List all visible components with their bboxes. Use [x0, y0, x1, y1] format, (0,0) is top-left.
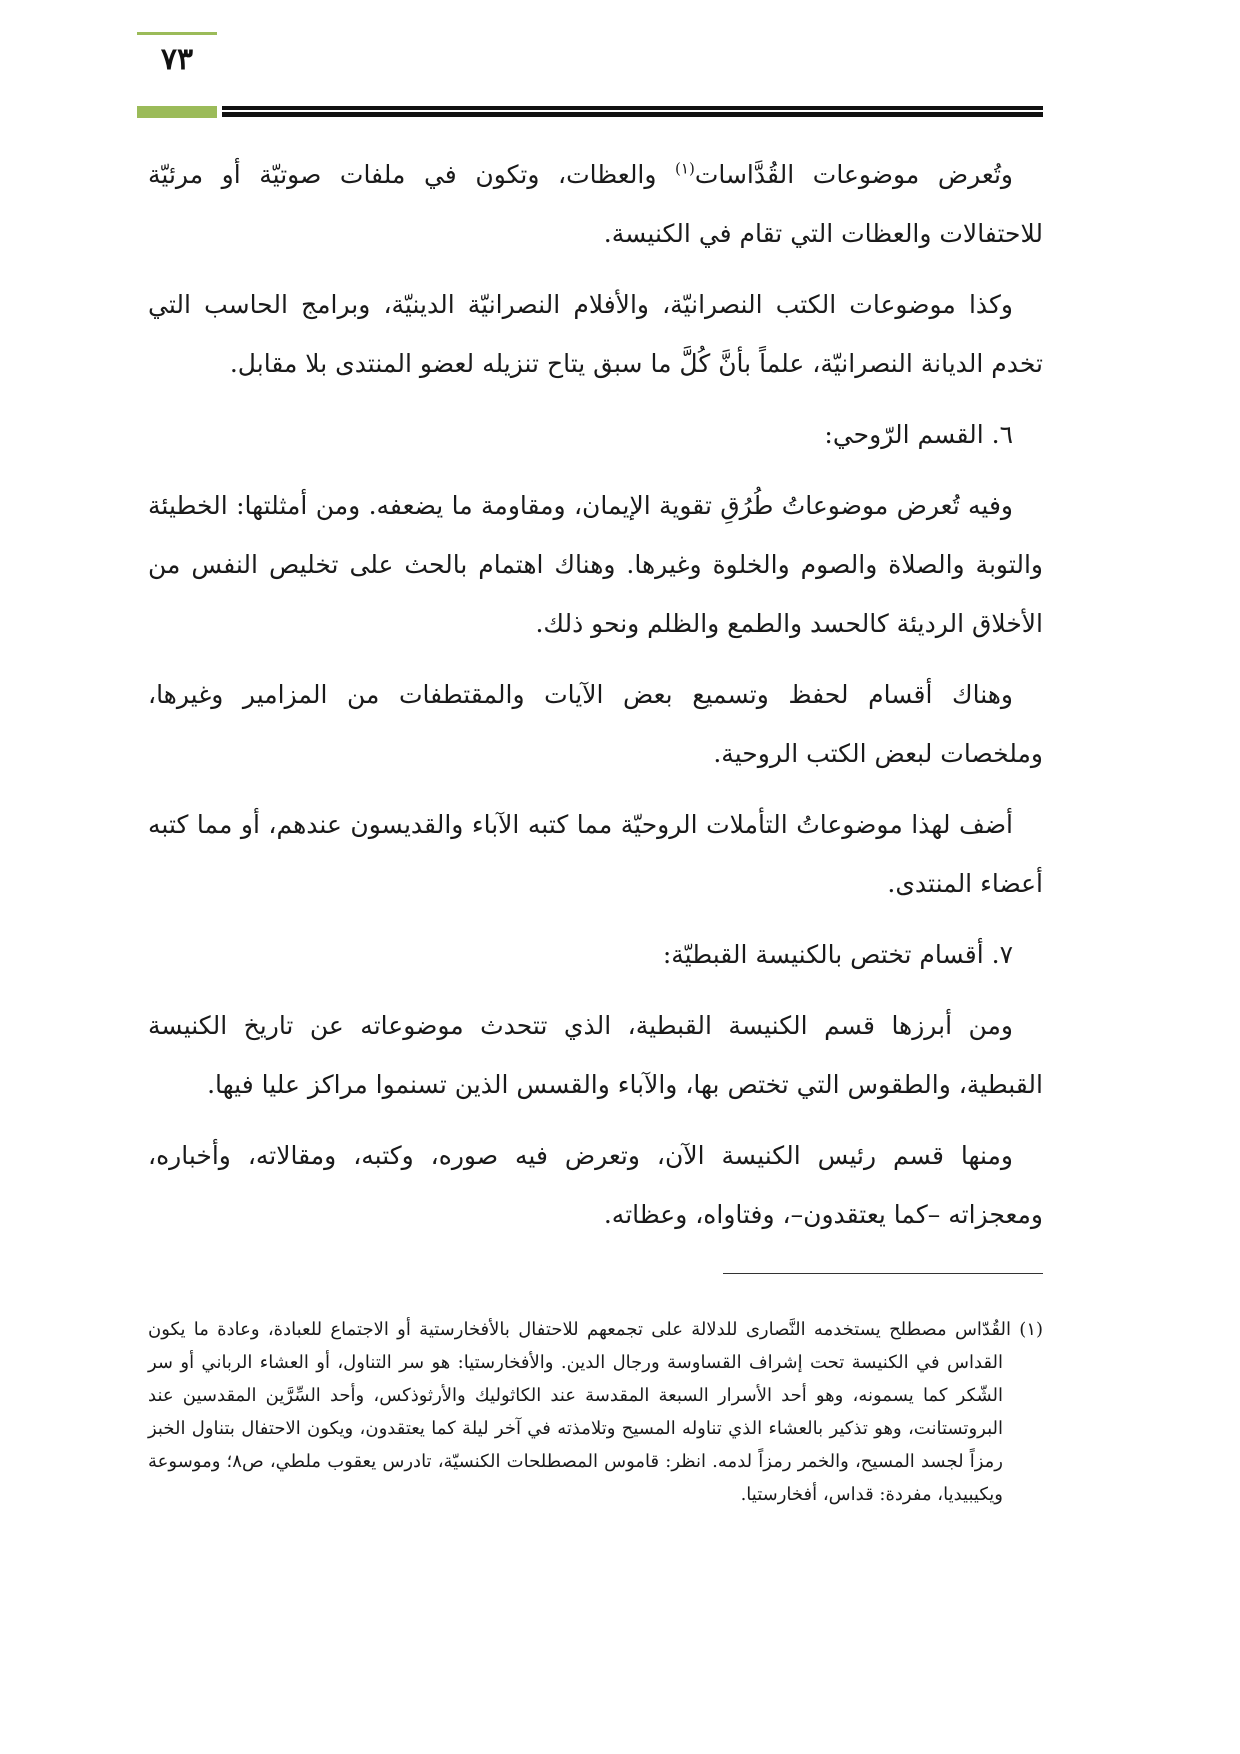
header-accent-line [137, 32, 217, 35]
paragraph-1 [148, 145, 1043, 263]
paragraph-4: وهناك أقسام لحفظ وتسميع بعض الآيات والمقتطفات من المزامير وغيرها، وملخصات لبعض الكتب الروحية. [148, 680, 1043, 768]
paragraph-3: وفيه تُعرض موضوعاتُ طُرُقِ تقوية الإيمان، ومقاومة ما يضعفه. ومن أمثلتها: الخطيئة والتوبة والصلاة والصوم والخلوة وغيرها. وهناك اهتمام بالحث على تخليص النفس من الأخلاق الرديئة كالحسد والطمع والظلم ونحو ذلك. [148, 491, 1043, 638]
header-rule-top [222, 106, 1043, 110]
footnote-separator [723, 1273, 1043, 1274]
footnote [148, 1313, 1043, 1511]
header-rule-bottom [222, 112, 1043, 117]
paragraph-1-end: والعظات، وتكون في ملفات صوتيّة أو مرئيّة للاحتفالات والعظات التي تقام في الكنيسة. [148, 160, 1043, 248]
paragraph-2: وكذا موضوعات الكتب النصرانيّة، والأفلام النصرانيّة الدينيّة، وبرامج الحاسب التي تخدم الديانة النصرانيّة، علماً بأنَّ كُلَّ ما سبق يتاح تنزيله لعضو المنتدى بلا مقابل. [148, 290, 1043, 378]
paragraph-1-start: وتُعرض موضوعات القُدَّاسات [694, 160, 1014, 189]
footnote-marker: (١) [1010, 1319, 1044, 1340]
header-green-block [137, 106, 217, 118]
section-heading-7: ٧. أقسام تختص بالكنيسة القبطيّة: [662, 940, 1013, 969]
section-heading-6: ٦. القسم الرّوحي: [824, 420, 1013, 449]
paragraph-5: أضف لهذا موضوعاتُ التأملات الروحيّة مما كتبه الآباء والقديسون عندهم، أو مما كتبه أعضاء المنتدى. [148, 810, 1043, 898]
footnote-text: القُدّاس مصطلح يستخدمه النَّصارى للدلالة على تجمعهم للاحتفال بالأفخارستية أو الاجتماع للعبادة، وعادة ما يكون القداس في الكنيسة تحت إشراف القساوسة ورجال الدين. والأفخارستيا: هو سر التناول، أو العشاء الرباني أو سر الشّكر كما يسمونه، وهو أحد الأسرار السبعة المقدسة عند الكاثوليك والأرثوذكس، وأحد السِّرَّين المقدسين عند البروتستانت، وهو تذكير بالعشاء الذي تناوله المسيح وتلامذته في آخر ليلة كما يعتقدون، ويكون الاحتفال بتناول الخبز رمزاً لجسد المسيح، والخمر رمزاً لدمه. انظر: قاموس المصطلحات الكنسيّة، تادرس يعقوب ملطي، ص٨؛ وموسوعة ويكيبيديا، مفردة: قداس، أفخارستيا. [148, 1319, 1011, 1505]
main-text [148, 145, 1043, 1256]
paragraph-6: ومن أبرزها قسم الكنيسة القبطية، الذي تتحدث موضوعاته عن تاريخ الكنيسة القبطية، والطقوس التي تختص بها، والآباء والقسس الذين تسنموا مراكز عليا فيها. [148, 1011, 1043, 1099]
footnote-reference[interactable]: (١) [675, 159, 695, 178]
page-number: ٧٣ [160, 42, 194, 77]
paragraph-7: ومنها قسم رئيس الكنيسة الآن، وتعرض فيه صوره، وكتبه، ومقالاته، وأخباره، ومعجزاته –كما يعتقدون–، وفتاواه، وعظاته. [148, 1141, 1043, 1229]
